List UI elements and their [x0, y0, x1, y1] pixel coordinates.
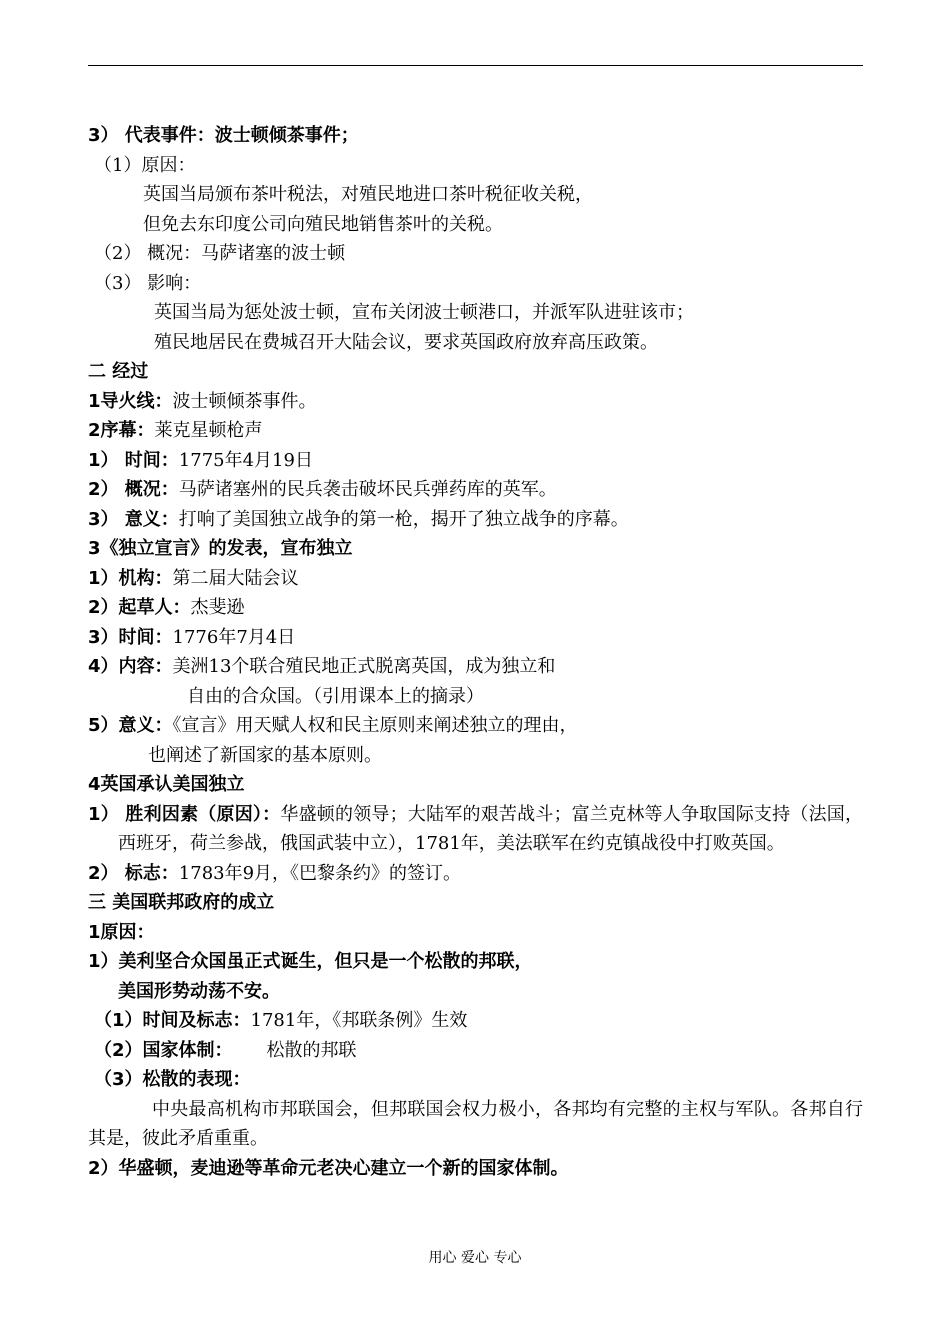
impact-heading: （3） 影响： [94, 272, 202, 294]
confederation-time-text: 1781年，《邦联条例》生效 [250, 1010, 468, 1031]
declaration-content-label: 4）内容： [88, 656, 173, 677]
declaration-content-cont: 自由的合众国。（引用课本上的摘录） [187, 685, 484, 707]
overview-line: （2） 概况：马萨诸塞的波士顿 [94, 243, 346, 264]
section-heading-course: 二 经过 [88, 361, 149, 382]
prelude-significance-label: 3） 意义： [88, 508, 179, 530]
recognition-sign-line [88, 859, 863, 889]
prelude-significance-line [88, 505, 863, 535]
declaration-significance-cont: 也阐述了新国家的基本原则。 [148, 744, 382, 766]
page-footer: 用心 爱心 专心 [428, 1250, 522, 1266]
federal-cause-1: 1）美利坚合众国虽正式诞生，但只是一个松散的邦联， [88, 951, 533, 972]
confederation-time-label: （1）时间及标志： [94, 1010, 251, 1031]
declaration-drafter-text: 杰斐逊 [190, 597, 245, 618]
prelude-time-label: 1） 时间： [88, 449, 179, 471]
declaration-org-line [88, 564, 863, 594]
section-representative-event: 3） 代表事件：波士顿倾茶事件； [88, 125, 359, 146]
prelude-text: 莱克星顿枪声 [154, 420, 263, 441]
declaration-content-line [88, 652, 863, 682]
declaration-significance-line [88, 711, 863, 741]
prelude-time-line [88, 446, 863, 476]
declaration-time-text: 1776年7月4日 [172, 626, 296, 648]
loose-manifestation-text: 中央最高机构市邦联国会，但邦联国会权力极小，各邦均有完整的主权与军队。各邦自行其是，彼此矛盾重重。 [88, 1098, 863, 1149]
prelude-label: 2序幕： [88, 420, 155, 441]
prelude-time-text: 1775年4月19日 [178, 449, 313, 471]
loose-manifestation-heading: （3）松散的表现： [94, 1069, 251, 1090]
recognition-sign-text: 1783年9月，《巴黎条约》的签订。 [178, 862, 462, 884]
prelude-line [88, 416, 863, 446]
fuse-label: 1导火线： [88, 390, 173, 412]
declaration-time-line [88, 623, 863, 653]
cause-heading: （1）原因： [94, 154, 196, 176]
declaration-drafter-label: 2）起草人： [88, 597, 191, 618]
impact-text-1: 英国当局为惩处波士顿，宣布关闭波士顿港口，并派军队进驻该市； [154, 302, 694, 323]
state-system-line [88, 1036, 863, 1066]
declaration-drafter-line [88, 593, 863, 623]
declaration-time-label: 3）时间： [88, 626, 173, 648]
federal-cause-1-cont: 美国形势动荡不安。 [118, 980, 280, 1002]
state-system-text: 松散的邦联 [266, 1039, 357, 1061]
prelude-overview-line [88, 475, 863, 505]
federal-cause-heading: 1原因： [88, 921, 155, 943]
recognition-sign-label: 2） 标志： [88, 862, 179, 884]
prelude-overview-label: 2） 概况： [88, 479, 179, 500]
declaration-org-label: 1）机构： [88, 567, 173, 589]
recognition-heading: 4英国承认美国独立 [88, 774, 245, 795]
impact-text-2: 殖民地居民在费城召开大陆会议，要求英国政府放弃高压政策。 [154, 331, 658, 353]
declaration-significance-text: 《宣言》用天赋人权和民主原则来阐述独立的理由， [172, 715, 578, 736]
victory-factors-paragraph [88, 800, 863, 859]
state-system-label: （2）国家体制： [94, 1039, 233, 1061]
header-rule [88, 65, 863, 66]
victory-factors-label: 1） 胜利因素（原因）： [88, 803, 281, 825]
declaration-content-text: 美洲13个联合殖民地正式脱离英国，成为独立和 [172, 656, 556, 677]
declaration-significance-label: 5）意义： [88, 715, 173, 736]
section-heading-federal: 三 美国联邦政府的成立 [88, 892, 275, 913]
cause-text-2: 但免去东印度公司向殖民地销售茶叶的关税。 [143, 213, 503, 235]
document-body [88, 121, 863, 1183]
prelude-significance-text: 打响了美国独立战争的第一枪，揭开了独立战争的序幕。 [178, 508, 629, 530]
declaration-org-text: 第二届大陆会议 [172, 567, 299, 589]
confederation-time-line [88, 1006, 863, 1036]
declaration-heading: 3《独立宣言》的发表，宣布独立 [88, 538, 353, 559]
fuse-text: 波士顿倾茶事件。 [172, 390, 317, 412]
fuse-line [88, 387, 863, 417]
victory-factors-text: 华盛顿的领导；大陆军的艰苦战斗；富兰克林等人争取国际支持（法国，西班牙，荷兰参战，俄国武装中立），1781年，美法联军在约克镇战役中打败英国。 [118, 803, 863, 854]
federal-cause-2: 2）华盛顿，麦迪逊等革命元老决心建立一个新的国家体制。 [88, 1157, 569, 1179]
cause-text-1: 英国当局颁布茶叶税法，对殖民地进口茶叶税征收关税， [143, 184, 593, 205]
prelude-overview-text: 马萨诸塞州的民兵袭击破坏民兵弹药库的英军。 [178, 479, 557, 500]
